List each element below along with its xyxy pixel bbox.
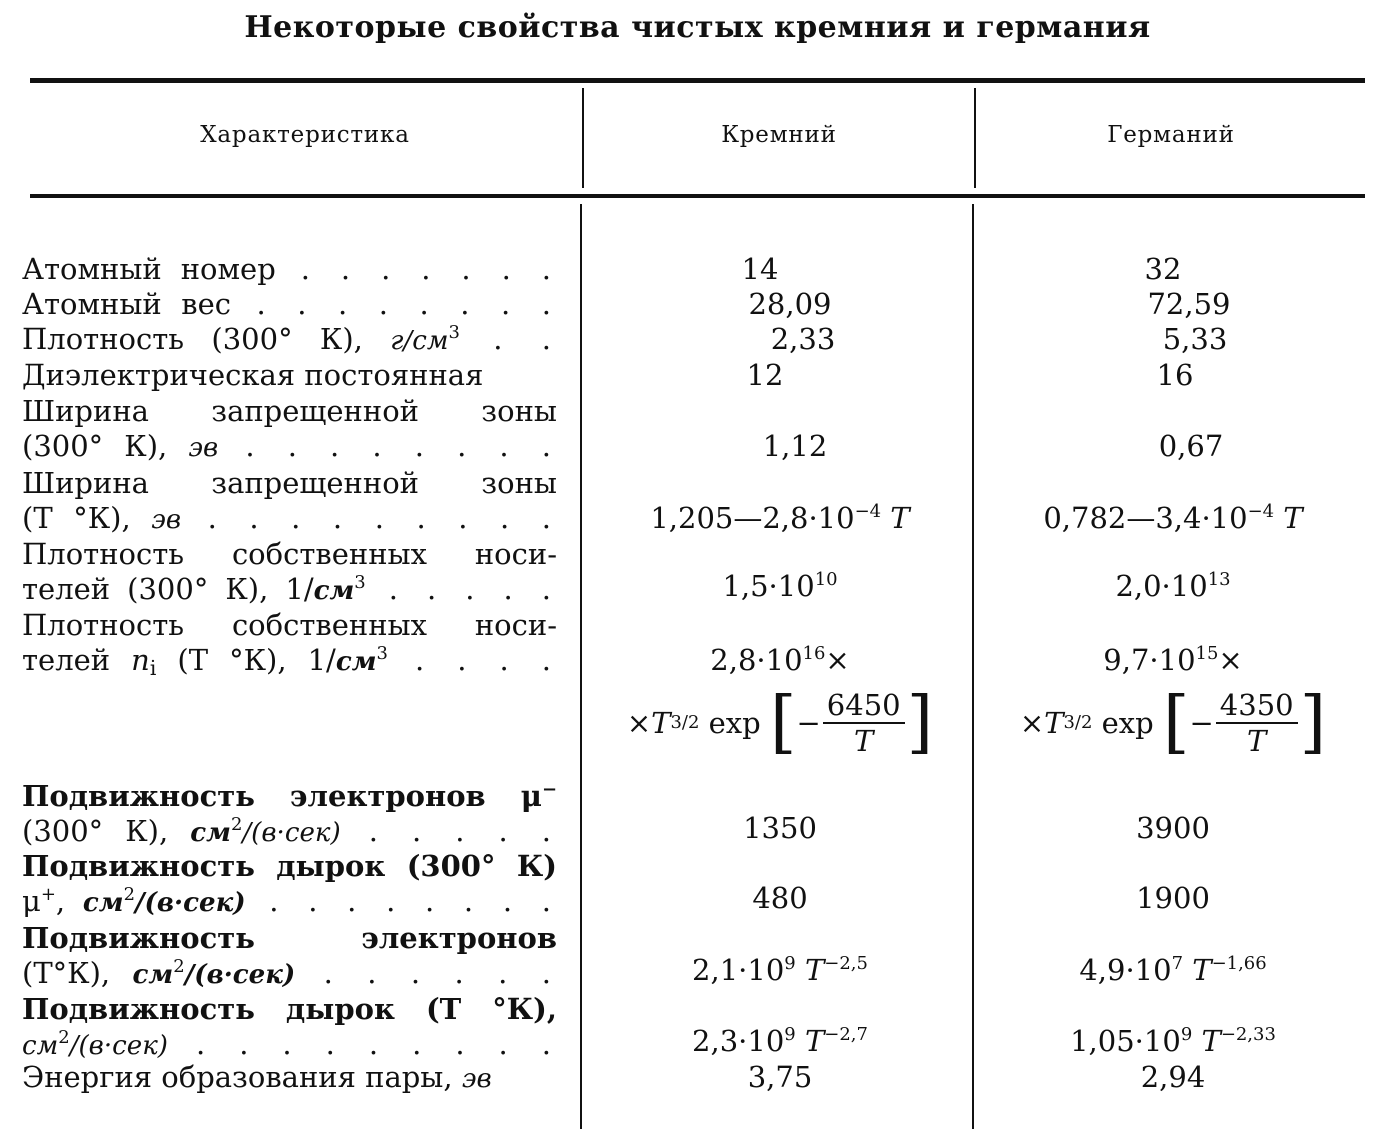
table-title: Некоторые свойства чистых кремния и германия [244, 10, 1151, 45]
row-label-line1: Плотность собственных носи- [22, 537, 557, 571]
row-label: Плотность (300° К), $г/см^3$ . . [22, 322, 558, 356]
row-label-line1: Плотность собственных носи- [22, 608, 557, 642]
header-silicon: Кремний [721, 122, 837, 148]
header-characteristic: Характеристика [200, 122, 410, 148]
header-germanium: Германий [1107, 122, 1235, 148]
row-label: Атомный вес . . . . . . . . [22, 287, 557, 321]
silicon-value: $2,1\cdot 10^9$ $T^{-2,5}$ [692, 953, 868, 987]
header-rule [30, 194, 1365, 198]
germanium-value: 1900 [1136, 881, 1210, 915]
germanium-value: 32 [1144, 252, 1182, 286]
silicon-value: 3,75 [747, 1060, 813, 1094]
germanium-value: 72,59 [1147, 287, 1231, 321]
row-label-line2: (T°К), $см^2/(в\cdot сек)$ . . . . . . [22, 956, 557, 990]
silicon-value-line1: $2,8\cdot 10^{16}\times$ [710, 643, 850, 677]
germanium-value: 2,94 [1140, 1060, 1206, 1094]
row-label-line2: (300° К), эв . . . . . . . . [22, 429, 557, 463]
germanium-value: $2,0\cdot 10^{13}$ [1115, 569, 1231, 603]
silicon-value: $2,3\cdot 10^9$ $T^{-2,7}$ [692, 1024, 868, 1058]
col-divider-1-body [580, 204, 582, 1129]
row-label-line2: телей $n_i$ (T °К), $1/см^3$ . . . . [22, 643, 558, 681]
silicon-value: 480 [752, 881, 808, 915]
row-label-line2: $см^2/(в\cdot сек)$ . . . . . . . . . [22, 1027, 557, 1061]
silicon-value: 1,12 [762, 429, 828, 463]
germanium-value: 5,33 [1162, 322, 1228, 356]
silicon-value: $1,5\cdot 10^{10}$ [722, 569, 838, 603]
top-rule [30, 78, 1365, 83]
silicon-value: $1,205—2,8\cdot 10^{-4}$ T [650, 501, 910, 535]
row-label-line1: Подвижность электронов μ− [22, 779, 557, 813]
row-label-line1: Подвижность электронов [22, 921, 557, 955]
row-label: Диэлектрическая постоянная [22, 358, 484, 392]
silicon-value: 12 [746, 358, 784, 392]
row-label-line2: (T °К), эв . . . . . . . . . [22, 501, 557, 535]
row-label-line1: Ширина запрещенной зоны [22, 394, 557, 428]
germanium-value: 3900 [1136, 811, 1210, 845]
silicon-value: 2,33 [770, 322, 836, 356]
row-label-line1: Ширина запрещенной зоны [22, 466, 557, 500]
germanium-value: 16 [1156, 358, 1194, 392]
germanium-value: $1,05\cdot 10^9$ $T^{-2,33}$ [1070, 1024, 1276, 1058]
silicon-value: 14 [741, 252, 779, 286]
germanium-value: $4,9\cdot 10^7$ $T^{-1,66}$ [1079, 953, 1267, 987]
germanium-value-line1: $9,7\cdot 10^{15}\times$ [1103, 643, 1243, 677]
silicon-value: 28,09 [748, 287, 832, 321]
silicon-value: 1350 [743, 811, 817, 845]
row-label: Атомный номер . . . . . . . [22, 252, 557, 286]
silicon-value-line2: ×T 3/2 exp [ − $\frac{6450}{T}$ ] [626, 683, 934, 762]
row-label-line1: Подвижность дырок (300° К) [22, 849, 557, 883]
row-label-line2: телей (300° К), $1/см^3$ . . . . . [22, 572, 557, 606]
row-label-line1: Подвижность дырок (T °К), [22, 992, 557, 1026]
row-label-line2: μ+, $см^2/(в\cdot сек)$ . . . . . . . . [22, 884, 558, 918]
row-label: Энергия образования пары, эв [22, 1060, 492, 1094]
germanium-value: $0,782—3,4\cdot 10^{-4}$ T [1043, 501, 1303, 535]
row-label-line2: (300° К), $см^2/(в\cdot сек)$ . . . . . [22, 814, 557, 848]
germanium-value-line2: ×T 3/2 exp [ − $\frac{4350}{T}$ ] [1019, 683, 1327, 762]
germanium-value: 0,67 [1158, 429, 1224, 463]
